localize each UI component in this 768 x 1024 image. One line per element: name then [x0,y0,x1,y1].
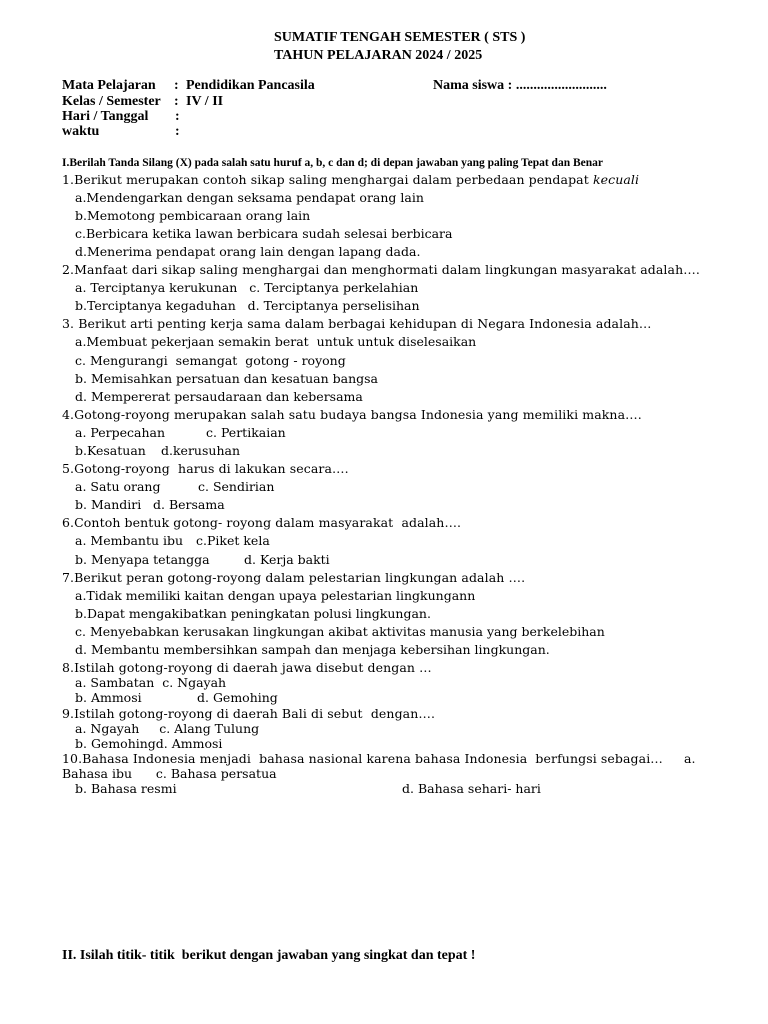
student-name-field: Nama siswa : .......................... [433,78,607,93]
q1-option-c: c.Berbicara ketika lawan berbicara sudah selesai berbicara [75,226,453,241]
q1-option-a: a.Mendengarkan dengan seksama pendapat orang lain [75,190,424,205]
q2-options-ac: a. Terciptanya kerukunan c. Terciptanya perkelahian [75,280,419,295]
q4-option-d: d.kerusuhan [161,443,240,458]
question-7: 7.Berikut peran gotong-royong dalam pelestarian lingkungan adalah …. [62,570,526,585]
q3-option-a: a.Membuat pekerjaan semakin berat untuk untuk diselesaikan [75,334,477,349]
question-8: 8.Istilah gotong-royong di daerah jawa disebut dengan … [62,660,432,675]
q3-option-d: d. Mempererat persaudaraan dan kebersama [75,389,363,404]
time-sep: : [175,124,180,139]
q7-option-a: a.Tidak memiliki kaitan dengan upaya pelestarian lingkungann [75,588,476,603]
q2-options-bd: b.Terciptanya kegaduhan d. Terciptanya perselisihan [75,298,420,313]
q3-option-c: c. Mengurangi semangat gotong - royong [75,353,346,368]
q9-options-ac: a. Ngayah c. Alang Tulung [75,721,260,736]
question-1-emphasis: kecuali [592,172,640,187]
q4-option-a: a. Perpecahan [75,425,166,440]
question-9: 9.Istilah gotong-royong di daerah Bali di sebut dengan…. [62,706,436,721]
q8-options-ac: a. Sambatan c. Ngayah [75,675,227,690]
question-10: 10.Bahasa Indonesia menjadi bahasa nasional karena bahasa Indonesia berfungsi sebagai… [62,751,663,766]
q10-option-d: d. Bahasa sehari- hari [402,781,541,796]
q9-options-bd: b. Gemohingd. Ammosi [75,736,223,751]
q10-options-line2: Bahasa ibu c. Bahasa persatua [62,766,277,781]
q10-option-b: b. Bahasa resmi [75,781,177,796]
date-label: Hari / Tanggal [62,109,149,124]
q5-option-c: c. Sendirian [198,479,275,494]
q5-option-a: a. Satu orang [75,479,161,494]
question-5: 5.Gotong-royong harus di lakukan secara…. [62,461,349,476]
question-4: 4.Gotong-royong merupakan salah satu budaya bangsa Indonesia yang memiliki makna…. [62,407,642,422]
q1-option-b: b.Memotong pembicaraan orang lain [75,208,311,223]
q6-option-a: a. Membantu ibu [75,533,184,548]
section1-instruction: I.Berilah Tanda Silang (X) pada salah satu huruf a, b, c dan d; di depan jawaban yang paling Tepat dan Benar [62,157,603,169]
q1-option-d: d.Menerima pendapat orang lain dengan lapang dada. [75,244,421,259]
exam-year: TAHUN PELAJARAN 2024 / 2025 [274,48,483,63]
q4-option-b: b.Kesatuan [75,443,146,458]
q6-option-c: c.Piket kela [196,533,270,548]
subject-sep: : [174,78,179,93]
q8-option-d: d. Gemohing [197,690,278,705]
q7-option-c: c. Menyebabkan kerusakan lingkungan akibat aktivitas manusia yang berkelebihan [75,624,605,639]
q7-option-d: d. Membantu membersihkan sampah dan menjaga kebersihan lingkungan. [75,642,550,657]
question-2: 2.Manfaat dari sikap saling menghargai dan menghormati dalam lingkungan masyarakat adalah…. [62,262,700,277]
question-3: 3. Berikut arti penting kerja sama dalam berbagai kehidupan di Negara Indonesia adalah… [62,316,652,331]
q4-option-c: c. Pertikaian [206,425,286,440]
section2-instruction: II. Isilah titik- titik berikut dengan jawaban yang singkat dan tepat ! [62,948,476,963]
question-1-text: 1.Berikut merupakan contoh sikap saling menghargai dalam perbedaan pendapat [62,172,593,187]
class-value: IV / II [186,94,224,109]
q5-option-d: d. Bersama [153,497,225,512]
time-label: waktu [62,124,100,139]
date-sep: : [175,109,180,124]
q7-option-b: b.Dapat mengakibatkan peningkatan polusi lingkungan. [75,606,431,621]
question-1 [62,172,639,187]
q5-option-b: b. Mandiri [75,497,142,512]
class-label: Kelas / Semester [62,94,161,109]
q6-option-d: d. Kerja bakti [244,552,330,567]
q6-option-b: b. Menyapa tetangga [75,552,210,567]
q8-option-b: b. Ammosi [75,690,142,705]
subject-label: Mata Pelajaran [62,78,156,93]
q3-option-b: b. Memisahkan persatuan dan kesatuan bangsa [75,371,378,386]
class-sep: : [174,94,179,109]
q10-option-a-marker: a. [684,751,696,766]
exam-title: SUMATIF TENGAH SEMESTER ( STS ) [274,30,526,45]
question-6: 6.Contoh bentuk gotong- royong dalam masyarakat adalah…. [62,515,462,530]
subject-value: Pendidikan Pancasila [186,78,315,93]
